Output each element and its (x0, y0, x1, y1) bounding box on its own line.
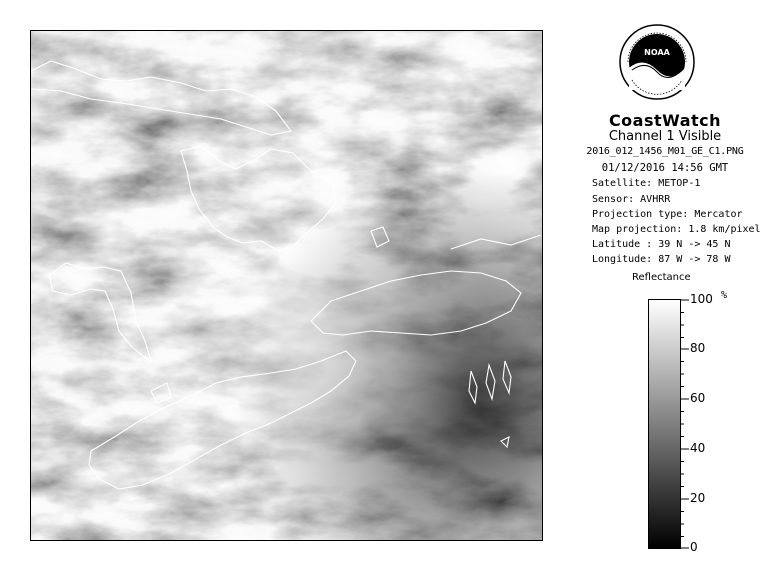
colorbar-tick-label: 20 (690, 491, 706, 505)
logo-text: NOAA (644, 48, 670, 57)
longitude-info: Longitude: 87 W -> 78 W (592, 254, 731, 265)
latitude-info: Latitude : 39 N -> 45 N (592, 239, 731, 250)
colorbar-tick-label: 0 (690, 540, 698, 554)
reflectance-colorbar (648, 299, 681, 549)
image-filename: 2016_012_1456_M01_GE_C1.PNG (586, 146, 744, 157)
projection-type-info: Projection type: Mercator (592, 209, 743, 220)
satellite-image-canvas (31, 31, 543, 541)
cloud-deck-region (31, 31, 543, 541)
map-projection-info: Map projection: 1.8 km/pixel (592, 224, 761, 235)
colorbar-unit: % (721, 290, 728, 301)
noaa-seal-icon (618, 20, 696, 104)
satellite-image (30, 30, 543, 541)
colorbar-tick-label: 40 (690, 441, 706, 455)
sensor-info: Sensor: AVHRR (592, 194, 671, 205)
colorbar-tick-label: 60 (690, 391, 706, 405)
colorbar-tick-label: 80 (690, 341, 706, 355)
product-title: CoastWatch (608, 111, 722, 130)
channel-subtitle: Channel 1 Visible (608, 129, 722, 144)
colorbar-ticks (680, 299, 690, 549)
colorbar-label: Reflectance (632, 272, 691, 283)
colorbar-tick-label: 100 (690, 292, 713, 306)
image-datetime: 01/12/2016 14:56 GMT (601, 162, 729, 174)
satellite-info: Satellite: METOP-1 (592, 178, 701, 189)
